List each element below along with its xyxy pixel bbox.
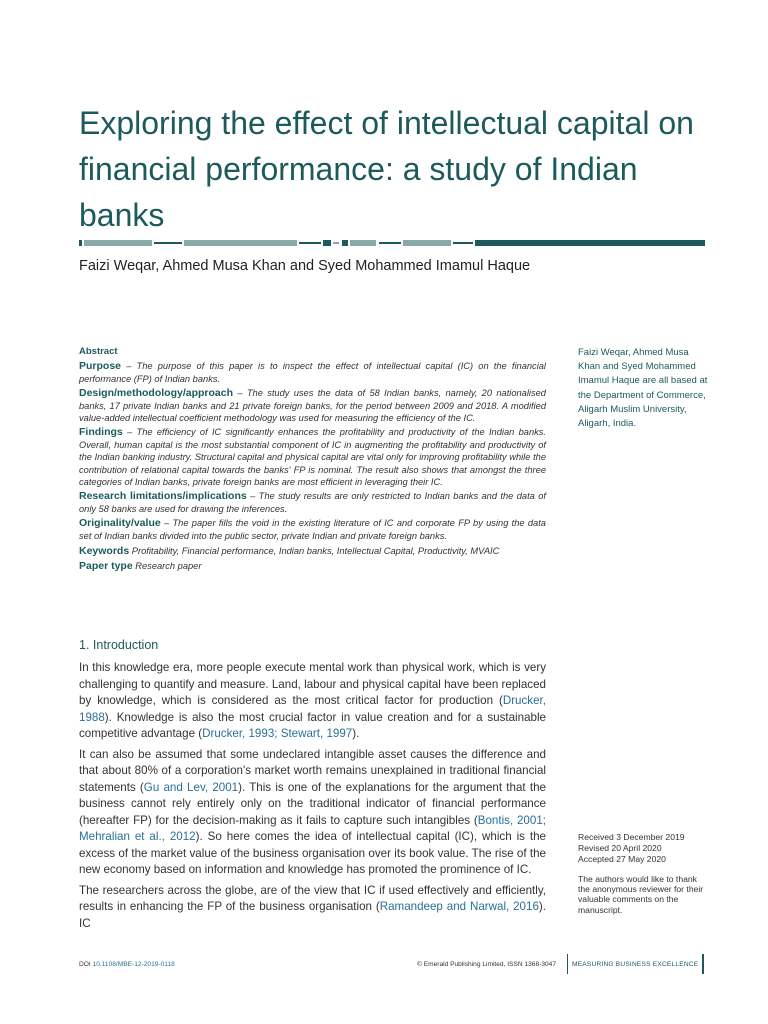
abstract (79, 346, 546, 574)
author-list: Faizi Weqar, Ahmed Musa Khan and Syed Mohammed Imamul Haque (79, 258, 531, 274)
papertype-text: Research paper (135, 560, 202, 571)
papertype-label: Paper type (79, 559, 133, 572)
abstract-paper-type (79, 560, 546, 572)
decorative-rule (79, 240, 705, 246)
limitations-label: Research limitations/implications (79, 490, 247, 503)
citation-link[interactable]: Gu and Lev, 2001 (143, 780, 239, 794)
citation-link[interactable]: Drucker, 1988 (79, 694, 546, 724)
journal-name: MEASURING BUSINESS EXCELLENCE (572, 961, 699, 968)
acknowledgements: The authors would like to thank the anonymous reviewer for their valuable comments on the manuscript. (578, 874, 704, 915)
section-heading-introduction: 1. Introduction (79, 638, 159, 652)
purpose-label: Purpose (79, 360, 122, 373)
doi-label: DOI (79, 961, 91, 968)
purpose-text: – The purpose of this paper is to inspect the effect of intellectual capital (IC) on the financial performance (FP) of Indian banks. (79, 361, 546, 384)
design-text: – The study uses the data of 58 Indian banks, namely, 20 nationalised banks, 17 private Indian banks and 21 private foreign banks, for the period between 2009 and 2018. A modified value-added intellectual coefficient methodology was used for measuring the efficiency of the IC. (79, 388, 546, 424)
citation-link[interactable]: Drucker, 1993; Stewart, 1997 (202, 727, 353, 740)
citation-link[interactable]: Bontis, 2001; Mehralian et al., 2012 (79, 813, 546, 843)
abstract-originality (79, 517, 546, 542)
limitations-text: – The study results are only restricted to Indian banks and the data of only 58 banks are used for drawing the inferences. (79, 491, 546, 514)
abstract-heading: Abstract (79, 346, 118, 357)
received-date: Received 3 December 2019 (578, 832, 685, 842)
abstract-keywords (79, 545, 546, 557)
abstract-design (79, 387, 546, 424)
abstract-purpose (79, 360, 546, 385)
body-text (79, 660, 546, 936)
footer-divider (567, 954, 568, 974)
originality-text: – The paper fills the void in the existing literature of IC and corporate FP by using the data set of Indian banks divided into the public sector, private Indian and private foreign banks. (79, 518, 546, 541)
publisher-notice: © Emerald Publishing Limited, ISSN 1368-3047 (417, 961, 557, 968)
design-label: Design/methodology/approach (79, 387, 234, 400)
abstract-findings (79, 426, 546, 488)
abstract-limitations (79, 490, 546, 515)
keywords-label: Keywords (79, 545, 130, 558)
paragraph: It can also be assumed that some undeclared intangible asset causes the difference and that about 80% of a corporation's market worth remains unexplained in traditional financial statements (Gu and Lev, 2001). This is one of the explanations for the argument that the business cannot rely entirely only on the traditional indicator of financial performance (hereafter FP) for the decision-making as it fails to capture such intangibles (Bontis, 2001; Mehralian et al., 2012). So here comes the idea of intellectual capital (IC), which is the excess of the market value of the business organisation over its book value. The rise of the new economy based on information and knowledge has promoted the prominence of IC. (79, 747, 547, 876)
citation-link[interactable]: Ramandeep and Narwal, 2016 (379, 900, 539, 913)
findings-text: – The efficiency of IC significantly enhances the profitability and productivity of the Indian banks. Overall, human capital is the most substantial component of IC in augmenting the profitability and productivity of the Indian banking industry. Structural capital and physical capital are vital only for improving profitability while the contribution of relational capital towards the banks' FP is nominal. The result also shows that amongst the three categories of Indian banks, private foreign banks are most efficient in leveraging their IC. (79, 427, 546, 488)
received-dates (578, 832, 708, 864)
keywords-text: Profitability, Financial performance, Indian banks, Intellectual Capital, Productivity, MVAIC (131, 546, 500, 557)
doi-link[interactable]: 10.1108/MBE-12-2019-0118 (92, 961, 175, 968)
findings-label: Findings (79, 426, 123, 439)
originality-label: Originality/value (79, 517, 161, 530)
footer-divider (702, 954, 704, 974)
accepted-date: Accepted 27 May 2020 (578, 853, 666, 864)
revised-date: Revised 20 April 2020 (578, 842, 662, 853)
page-footer (79, 958, 705, 974)
author-affiliation: Faizi Weqar, Ahmed Musa Khan and Syed Mohammed Imamul Haque are all based at the Department of Commerce, Aligarh Muslim University, Aligarh, India. (578, 347, 708, 430)
article-title: Exploring the effect of intellectual capital on financial performance: a study of Indian banks (79, 105, 694, 233)
doi (79, 961, 175, 968)
paragraph: The researchers across the globe, are of the view that IC if used effectively and efficiently, results in enhancing the FP of the business organisation (Ramandeep and Narwal, 2016). IC (79, 883, 546, 930)
paragraph: In this knowledge era, more people execute mental work than physical work, which is very challenging to quantify and measure. Land, labour and physical capital have been replaced by knowledge, which is considered as the most critical factor for production (Drucker, 1988). Knowledge is also the most crucial factor in value creation and for a sustainable competitive advantage (Drucker, 1993; Stewart, 1997). (79, 661, 546, 740)
